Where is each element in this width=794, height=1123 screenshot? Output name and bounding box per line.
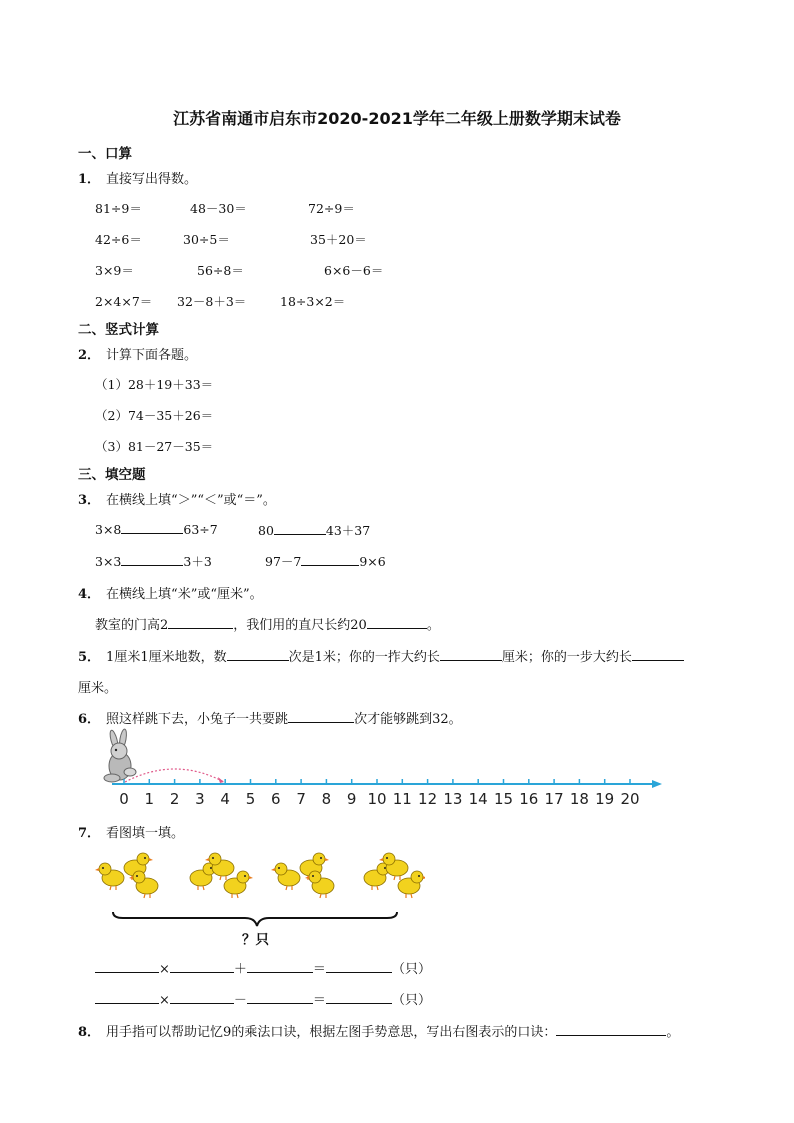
- answer-blank[interactable]: [95, 960, 159, 973]
- oral-item: 18÷3×2＝: [280, 294, 346, 309]
- question-7: [78, 822, 184, 841]
- question-number: 6．: [78, 712, 101, 727]
- number-line-label: 8: [321, 790, 332, 808]
- operator: ×: [159, 962, 170, 977]
- oral-item: 42÷6＝: [95, 232, 142, 247]
- question-text: 在横线上填“米”或“厘米”。: [106, 587, 263, 602]
- number-line-label: 17: [544, 790, 564, 808]
- compare-item: [95, 521, 218, 537]
- answer-blank[interactable]: [632, 648, 684, 661]
- question-4: [78, 583, 263, 602]
- answer-blank[interactable]: [95, 991, 159, 1004]
- question-3: [78, 489, 276, 508]
- chick-icon: [95, 863, 124, 890]
- number-line-label: 7: [296, 790, 306, 808]
- operator: ×: [159, 993, 170, 1008]
- section-heading-3: 三、填空题: [78, 467, 146, 483]
- compare-item: [95, 552, 212, 570]
- question-5: [78, 646, 684, 665]
- calc-item: （2）74－35＋26＝: [95, 408, 214, 423]
- calc-item: （1）28＋19＋33＝: [95, 377, 214, 392]
- text-part: 。: [666, 1025, 680, 1040]
- question-4-body: [95, 614, 440, 633]
- question-text: 在横线上填“＞”“＜”或“＝”。: [106, 493, 276, 508]
- unit-label: （只）: [391, 993, 431, 1008]
- compare-item: [258, 521, 370, 539]
- expr-right: 63÷7: [183, 522, 218, 537]
- answer-blank[interactable]: [440, 648, 502, 661]
- unit-label: （只）: [391, 962, 431, 977]
- oral-item: 32－8＋3＝: [177, 294, 247, 309]
- question-number: 7．: [78, 826, 101, 841]
- question-number: 5．: [78, 650, 101, 665]
- oral-item: 72÷9＝: [308, 201, 355, 216]
- text-part: 1厘米1厘米地数，数: [106, 650, 227, 665]
- answer-blank[interactable]: [367, 616, 427, 629]
- oral-item: 3×9＝: [95, 263, 134, 278]
- question-number: 1．: [78, 172, 101, 187]
- operator: ＝: [312, 962, 326, 977]
- text-part: 。: [426, 618, 440, 633]
- expr-left: 3×8: [95, 522, 122, 537]
- answer-blank[interactable]: [227, 648, 289, 661]
- number-line-label: 1: [144, 790, 155, 808]
- answer-blank[interactable]: [247, 960, 313, 973]
- chick-icon: [305, 871, 334, 898]
- answer-blank[interactable]: [288, 710, 354, 723]
- question-number: 8．: [78, 1025, 101, 1040]
- question-number: 2．: [78, 348, 101, 363]
- brace: [113, 912, 397, 926]
- number-line-label: 5: [245, 790, 256, 808]
- section-heading-1: 一、口算: [78, 146, 132, 162]
- answer-blank[interactable]: [170, 960, 234, 973]
- expr-right: 43＋37: [325, 523, 371, 538]
- oral-item: 81÷9＝: [95, 201, 142, 216]
- number-line-label: 15: [493, 790, 514, 808]
- chick-icon: [271, 863, 300, 890]
- number-line-label: 9: [346, 790, 357, 808]
- oral-item: 6×6－6＝: [324, 263, 384, 278]
- expr-right: 3＋3: [183, 554, 212, 569]
- answer-blank[interactable]: [556, 1023, 666, 1036]
- section-heading-2: 二、竖式计算: [78, 322, 159, 338]
- number-line-label: 3: [195, 790, 205, 808]
- expr-left: 80: [258, 523, 274, 538]
- number-line-label: 13: [443, 790, 463, 808]
- oral-item: 35＋20＝: [310, 232, 367, 247]
- number-line-label: 2: [169, 790, 180, 808]
- expr-left: 3×3: [95, 554, 122, 569]
- question-5-cont: 厘米。: [78, 681, 118, 696]
- chick-icon: [129, 871, 158, 898]
- answer-blank[interactable]: [274, 522, 326, 535]
- number-line-label: 14: [468, 790, 488, 808]
- answer-blank[interactable]: [247, 991, 313, 1004]
- question-number: 3．: [78, 493, 101, 508]
- number-line-label: 20: [620, 790, 640, 808]
- number-line-label: 4: [220, 790, 230, 808]
- compare-item: [265, 552, 386, 570]
- text-part: 次是1米；你的一拃大约长: [288, 650, 440, 665]
- question-number: 4．: [78, 587, 101, 602]
- answer-blank[interactable]: [326, 991, 392, 1004]
- oral-item: 56÷8＝: [197, 263, 244, 278]
- number-line-label: 0: [119, 790, 129, 808]
- number-line-figure: [90, 726, 680, 810]
- q7-line-2: [95, 989, 431, 1008]
- page-title: 江苏省南通市启东市2020-2021学年二年级上册数学期末试卷: [173, 109, 621, 128]
- operator: ＋: [233, 962, 247, 977]
- expr-right: 9×6: [359, 554, 386, 569]
- number-line-label: 16: [519, 790, 539, 808]
- question-2: [78, 344, 197, 363]
- operator: ＝: [312, 993, 326, 1008]
- question-text: 计算下面各题。: [106, 348, 198, 363]
- text-part: 次才能够跳到32。: [354, 712, 462, 727]
- answer-blank[interactable]: [168, 616, 233, 629]
- text-part: 厘米；你的一步大约长: [501, 650, 632, 665]
- oral-item: 48－30＝: [190, 201, 247, 216]
- calc-item: （3）81－27－35＝: [95, 439, 214, 454]
- number-line-label: 18: [569, 790, 589, 808]
- text-part: 照这样跳下去，小兔子一共要跳: [106, 712, 289, 727]
- question-text: 直接写出得数。: [106, 172, 198, 187]
- expr-left: 97－7: [265, 554, 302, 569]
- rabbit-illustration: [104, 729, 136, 782]
- number-line-label: 6: [271, 790, 281, 808]
- answer-blank[interactable]: [326, 960, 392, 973]
- q7-line-1: [95, 958, 431, 977]
- question-text: 看图填一填。: [106, 826, 185, 841]
- number-line-label: 19: [595, 790, 615, 808]
- question-1: [78, 168, 197, 187]
- brace-label: ？只: [242, 932, 269, 948]
- answer-blank[interactable]: [121, 553, 183, 566]
- number-line-label: 10: [367, 790, 387, 808]
- answer-blank[interactable]: [121, 521, 183, 534]
- answer-blank[interactable]: [301, 553, 359, 566]
- question-8: [78, 1021, 679, 1040]
- text-part: ，我们用的直尺长约20: [233, 618, 367, 633]
- number-line-label: 12: [418, 790, 438, 808]
- question-6: [78, 708, 462, 727]
- question-text: 用手指可以帮助记忆9的乘法口诀，根据左图手势意思，写出右图表示的口诀：: [106, 1025, 557, 1040]
- oral-item: 2×4×7＝: [95, 294, 153, 309]
- oral-item: 30÷5＝: [183, 232, 230, 247]
- operator: －: [233, 993, 247, 1008]
- answer-blank[interactable]: [170, 991, 234, 1004]
- text-part: 教室的门高2: [95, 618, 169, 633]
- axis-arrow-icon: [652, 780, 662, 788]
- number-line-label: 11: [392, 790, 412, 808]
